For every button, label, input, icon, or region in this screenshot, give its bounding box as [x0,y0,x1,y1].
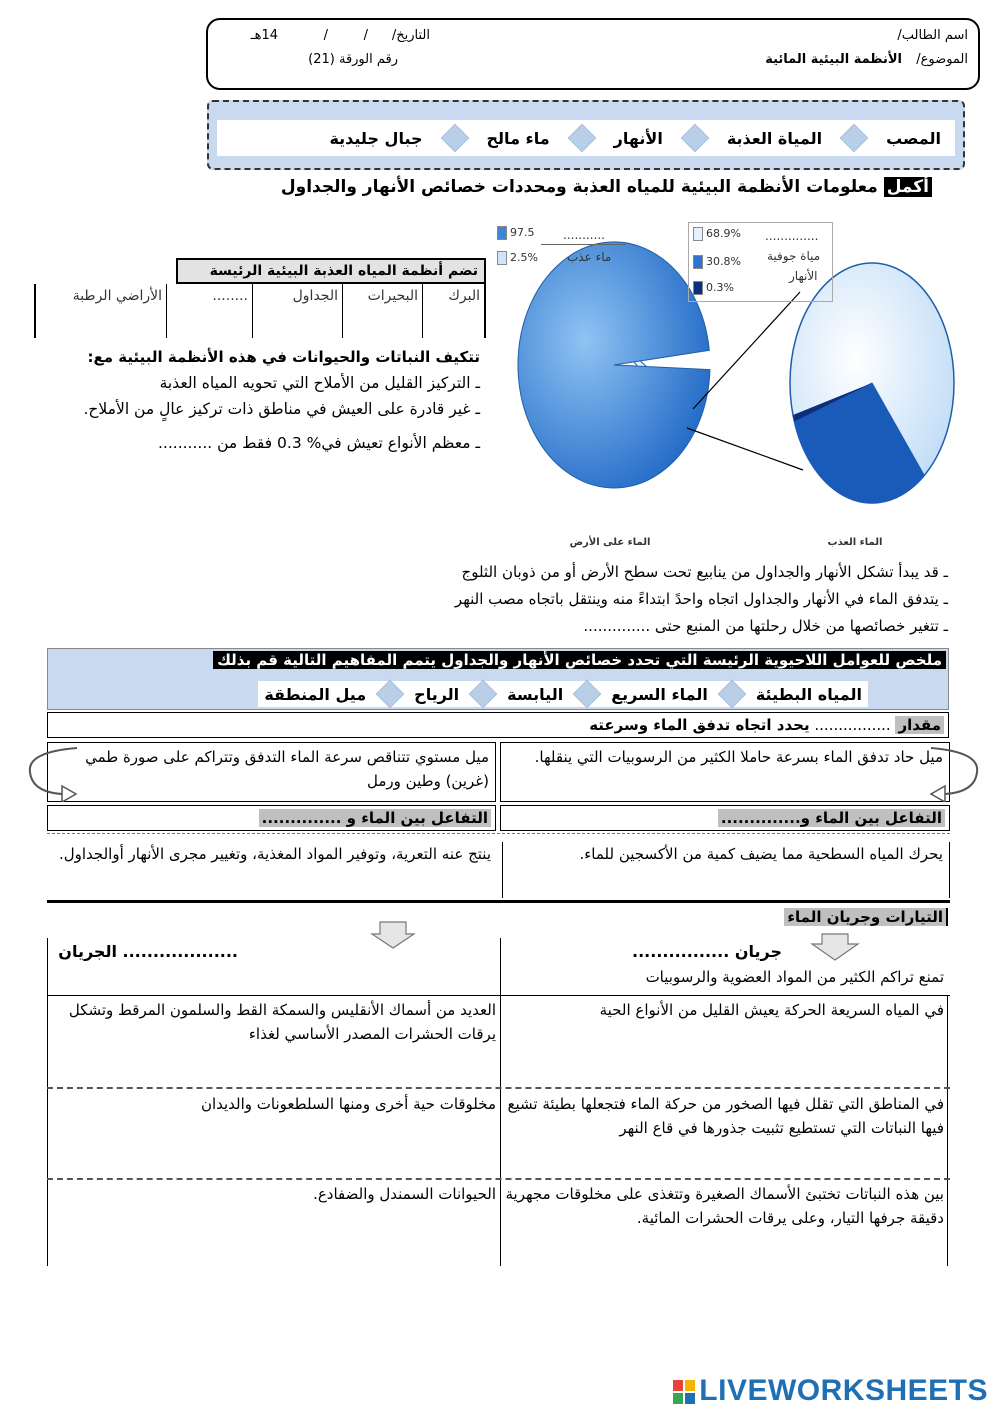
legend-value: 30.8% [706,255,741,268]
curved-arrow-left-icon [22,742,82,802]
section-title [281,177,932,197]
sheet-number: رقم الورقة (21) [308,52,398,67]
currents-row-left: العديد من أسماك الأنقليس والسمكة القط والسلمون المرقط وتشكل يرقات الحشرات المصدر الأساسي لغذاء [68,1001,496,1043]
legend-swatch [693,255,703,269]
river-line: ـ يتدفق الماء في الأنهار والجداول اتجاه واحدً ابتداءً منه وينتقل باتجاه مصب النهر [454,590,948,608]
diamond-separator-icon [681,124,710,153]
steep-slope-box: ميل حاد تدفق الماء بسرعة حاملا الكثير من الرسوبيات التي ينقلها. [500,742,950,802]
legend-value: 97.5 [510,226,535,239]
legend-blank[interactable]: ........... [563,228,605,242]
section-title-rest: معلومات الأنظمة البيئية للمياه العذبة ومحددات خصائص الأنهار والجداول [280,177,884,197]
legend-swatch [497,226,507,240]
currents-divider [500,938,501,1266]
magnitude-text: يحدد اتجاه تدفق الماء وسرعته [589,716,810,734]
summary-bar [47,648,949,710]
currents-title: التيارات وجريان الماء [784,908,948,926]
adaptation-line: ـ غير قادرة على العيش في مناطق ذات تركيز عالٍ من الأملاح. [83,400,480,418]
date-slash-2: / [323,28,328,43]
date-slash-1: / [363,28,368,43]
legend-value: 0.3% [706,281,734,294]
down-arrow-icon [370,920,416,950]
interaction-left-label[interactable]: التفاعل بين الماء و .............. [259,809,491,827]
summary-word: الرياح [414,684,460,704]
river-line[interactable]: ـ تتغير خصائصها من خلال رحلتها من المنبع حتى .............. [583,617,948,635]
currents-row-right: بين هذه النباتات تختبئ الأسماك الصغيرة وتتغذى على مخلوقات مجهرية دقيقة جرفها التيار، وعلى يرقات الحشرات المائية. [505,1185,944,1227]
magnitude-label: مقدار [895,716,944,734]
section-separator [47,900,950,903]
legend-swatch [693,281,703,295]
diamond-separator-icon [440,124,469,153]
interaction-right-label[interactable]: التفاعل بين الماء و.............. [718,809,945,827]
currents-row-left: الحيوانات السمندل والضفادع. [313,1185,496,1203]
connector-line [687,428,803,470]
legend-swatch [693,227,703,241]
pie-title-earth: الماء على الأرض [569,537,651,548]
diamond-separator-icon [573,680,602,709]
legend-fresh [688,222,833,302]
subject-label: الموضوع/ [916,52,968,67]
interaction-left-row [47,805,496,831]
interaction-right-text: يحرك المياه السطحية مما يضيف كمية من الأكسجين للماء. [502,842,950,898]
legend-label: مياة جوفية [767,249,821,263]
diamond-separator-icon [567,124,596,153]
system-cell: الأراضي الرطبة [72,288,162,304]
adaptations-heading: تتكيف النباتات والحيوانات في هذه الأنظمة البيئية مع: [87,348,480,366]
student-name-label: اسم الطالب/ [897,28,968,43]
date-label: التاريخ/ [391,28,430,43]
header-box [206,18,980,90]
legend-swatch [497,251,507,265]
currents-row-line [47,1087,950,1089]
curved-arrow-right-icon [925,742,985,802]
legend-earth [497,226,627,274]
word-bank-item: ماء مالح [486,128,550,148]
subject-value: الأنظمة البيئية المائية [765,52,902,67]
legend-label: الأنهار [789,269,818,283]
river-line: ـ قد يبدأ تشكل الأنهار والجداول من ينابيع تحت سطح الأرض أو من ذوبان الثلوج [461,563,948,581]
system-cell: البرك [422,284,484,338]
currents-right-sub: تمنع تراكم الكثير من المواد العضوية والرسوبيات [645,968,944,986]
summary-word: ميل المنطقة [264,684,367,704]
legend-blank[interactable]: .............. [765,229,819,243]
legend-value: 68.9% [706,227,741,240]
currents-left-head[interactable]: ................... الجريان [58,942,238,961]
word-bank-item: المصب [886,128,941,148]
down-arrow-icon [810,932,860,962]
date-year: 14هـ [250,28,278,43]
currents-row-left: مخلوقات حية أخرى ومنها السلطعونات والديدان [200,1095,496,1113]
liveworksheets-logo [673,1374,988,1408]
diamond-separator-icon [376,680,405,709]
system-cell[interactable]: الجداول [252,284,342,338]
currents-border-left [47,938,48,1266]
currents-row-line [47,1178,950,1180]
adaptation-line: ـ التركيز القليل من الأملاح التي تحويه المياه العذبة [159,374,480,392]
adaptations-block [20,344,480,456]
legend-divider [541,244,626,245]
interaction-left-text: ينتج عنه التعرية، وتوفير المواد المغذية، وتغيير مجرى الأنهار أوالجداول. [58,845,491,863]
summary-word-bank [258,681,868,707]
magnitude-blank[interactable]: ................ [814,716,891,734]
word-bank [207,100,965,170]
word-bank-item: الأنهار [613,128,663,148]
magnitude-row [47,712,949,738]
pie-slice-salt [518,242,710,488]
legend-label: ماء عذب [567,250,612,264]
currents-row-right: في المناطق التي تقلل فيها الصخور من حركة الماء فتجعلها بطيئة تشيع فيها النباتات التي تستطيع تثبيت جذورها في قاع النهر [507,1095,944,1137]
diamond-separator-icon [840,124,869,153]
interaction-right-row [500,805,950,831]
pie-title-fresh: الماء العذب [827,537,883,548]
liveworksheets-icon [673,1380,695,1404]
summary-word: الماء السريع [611,684,708,704]
adaptation-line[interactable]: ـ معظم الأنواع تعيش في% 0.3 فقط من ........... [158,434,480,452]
gentle-slope-box: ميل مستوي تتناقص سرعة الماء التدفق وتتراكم على صورة طمي (غرين) وطين ورمل [47,742,496,802]
diamond-separator-icon [718,680,747,709]
word-bank-item: جبال جليدية [329,128,423,148]
zigzag-divider [47,833,950,839]
currents-row-right: في المياه السريعة الحركة يعيش القليل من الأنواع الحية [599,1001,944,1019]
summary-word: المياه البطيئة [755,684,862,704]
summary-title: ملخص للعوامل اللاحيوية الرئيسة التي تحدد خصائص الأنهار والجداول يتمم المفاهيم التالية قم بذلك [213,651,946,669]
currents-right-head[interactable]: جريان ................ [632,942,782,961]
systems-row [34,284,486,338]
system-blank-cell[interactable]: ........ [166,284,252,338]
legend-value: 2.5% [510,251,538,264]
currents-border-right [947,995,948,1266]
brand-text: LIVEWORKSHEETS [699,1374,988,1407]
system-cell: البحيرات [342,284,422,338]
summary-word: اليابسة [507,684,564,704]
systems-header: تضم أنظمة المياه العذبة البيئية الرئيسة [176,258,486,284]
diamond-separator-icon [469,680,498,709]
section-title-prefix: أكمل [884,177,932,197]
currents-row-line [47,995,950,996]
word-bank-item: المياة العذبة [726,128,823,148]
